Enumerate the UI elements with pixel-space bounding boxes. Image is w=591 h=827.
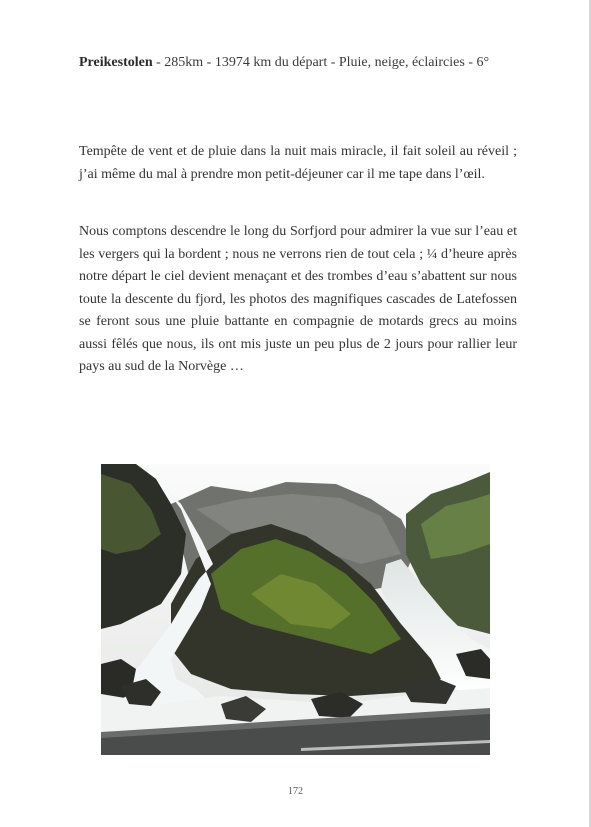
page-number: 172: [288, 786, 303, 797]
paragraph-morning: Tempête de vent et de pluie dans la nuit mais miracle, il fait soleil au réveil ; j’ai même du mal à prendre mon petit-déjeuner car il me tape dans l’œil.: [79, 144, 517, 182]
entry-place: Preikestolen: [79, 55, 153, 70]
entry-heading: [79, 52, 519, 74]
entry-details: - 285km - 13974 km du départ - Pluie, neige, éclaircies - 6°: [152, 55, 490, 70]
waterfall-photo: [101, 464, 490, 755]
paragraph-sorfjord: Nous comptons descendre le long du Sorfjord pour admirer la vue sur l’eau et les vergers qui la bordent ; nous ne verrons rien de tout cela ; ¼ d’heure après notre départ le ciel devient menaçant et des trombes d’eau s’abattent sur nous toute la descente du fjord, les photos des magnifiques cascades de Latefossen se feront sous une pluie battante en compagnie de motards grecs au moins aussi fêlés que nous, ils ont mis juste un peu plus de 2 jours pour rallier leur pays au sud de la Norvège …: [79, 224, 517, 374]
